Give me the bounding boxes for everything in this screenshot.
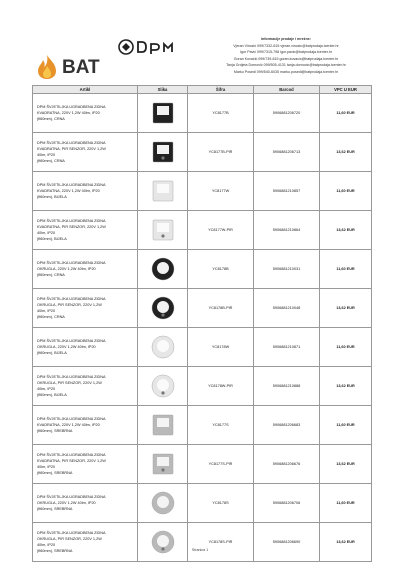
contact-line: Igor Pavić 099/7315-798 igor.pavic@batprodaja.tcenter.hr	[240, 50, 332, 55]
table-row	[33, 484, 372, 523]
cell-barcode: 5906881210864	[254, 211, 320, 250]
cell-price: 13,62 EUR	[320, 211, 372, 250]
cell-sifra: YC8177B-PIR	[188, 133, 254, 172]
header-artikl: Artikl	[33, 86, 138, 94]
table-row	[33, 172, 372, 211]
cell-price: 13,62 EUR	[320, 445, 372, 484]
cell-artikl	[33, 133, 138, 172]
artikl-line: OKRUGLA, 220V 1,2W 40lm, IP20	[37, 267, 96, 271]
artikl-line: (fi60mm), CRNA	[37, 117, 65, 121]
cell-slika	[138, 523, 188, 562]
product-thumbnail-icon	[149, 372, 177, 400]
artikl-line: KVADRATNA, PIR SENZOR, 220V 1,2W	[37, 225, 106, 229]
bat-flame-icon	[34, 54, 60, 80]
artikl-line: (fi60mm), CRNA	[37, 159, 65, 163]
artikl-line: (fi60mm), BIJELA	[37, 237, 67, 241]
header-slika: Slika	[138, 86, 188, 94]
cell-artikl	[33, 289, 138, 328]
cell-artikl	[33, 445, 138, 484]
artikl-line: OKRUGLA, PIR SENZOR, 220V 1,2W	[37, 381, 102, 385]
artikl-line: DPM ŠVJETILJKA UGRADBENA ZIDNA	[37, 375, 106, 379]
table-row	[33, 523, 372, 562]
cell-price: 11,60 EUR	[320, 406, 372, 445]
cell-slika	[138, 289, 188, 328]
table-row	[33, 406, 372, 445]
cell-sifra: YC8178B	[188, 250, 254, 289]
artikl-line: DPM ŠVJETILJKA UGRADBENA ZIDNA	[37, 339, 106, 343]
artikl-line: (fi60mm), SREBRNA	[37, 471, 73, 475]
artikl-line: (fi60mm), SREBRNA	[37, 507, 73, 511]
contact-line: Marko Posedi 099/540-6035 marko.posedi@batprodaja.tcenter.hr	[233, 69, 339, 74]
artikl-line: OKRUGLA, 220V 1,2W 40lm, IP20	[37, 345, 96, 349]
cell-price: 11,60 EUR	[320, 484, 372, 523]
cell-price: 11,60 EUR	[320, 172, 372, 211]
artikl-line: (fi60mm), CRNA	[37, 273, 65, 277]
cell-artikl	[33, 211, 138, 250]
artikl-line: DPM ŠVJETILJKA UGRADBENA ZIDNA	[37, 453, 106, 457]
header-price: VPC U EUR	[320, 86, 372, 94]
artikl-line: DPM ŠVJETILJKA UGRADBENA ZIDNA	[37, 297, 106, 301]
artikl-line: OKRUGLA, PIR SENZOR, 220V 1,2W	[37, 303, 102, 307]
cell-sifra: YC8178W	[188, 328, 254, 367]
cell-barcode: 5906881206676	[254, 445, 320, 484]
dpm-logo	[118, 38, 190, 56]
product-thumbnail-icon	[149, 99, 177, 127]
table-row	[33, 250, 372, 289]
cell-price: 13,62 EUR	[320, 133, 372, 172]
cell-slika	[138, 250, 188, 289]
artikl-line: (fi60mm), SREBRNA	[37, 549, 73, 553]
artikl-line: OKRUGLA, PIR SENZOR, 220V 1,2W	[37, 537, 102, 541]
bat-logo-text: BAT	[62, 57, 100, 78]
product-thumbnail-icon	[149, 489, 177, 517]
cell-sifra: YC8177B	[188, 94, 254, 133]
contacts-title: Informacije prodaje i mrežne:	[261, 37, 311, 41]
artikl-line: 40lm, IP20	[37, 387, 56, 391]
cell-artikl	[33, 523, 138, 562]
cell-barcode: 5906881210871	[254, 328, 320, 367]
artikl-line: (fi60mm), BIJELA	[37, 351, 67, 355]
product-thumbnail-icon	[149, 411, 177, 439]
product-thumbnail-icon	[149, 216, 177, 244]
cell-barcode: 5906881206720	[254, 94, 320, 133]
table-row	[33, 445, 372, 484]
artikl-line: KVADRATNA, 220V 1,2W 40lm, IP20	[37, 423, 100, 427]
cell-barcode: 5906881206690	[254, 523, 320, 562]
cell-barcode: 5906881210048	[254, 289, 320, 328]
cell-sifra: YC8178S	[188, 484, 254, 523]
product-thumbnail-icon	[149, 138, 177, 166]
table-row	[33, 94, 372, 133]
cell-sifra: YC8177S-PIR	[188, 445, 254, 484]
artikl-line: OKRUGLA, 220V 1,2W 40lm, IP20	[37, 501, 96, 505]
cell-artikl	[33, 484, 138, 523]
cell-artikl	[33, 328, 138, 367]
artikl-line: DPM ŠVJETILJKA UGRADBENA ZIDNA	[37, 183, 106, 187]
bat-logo	[34, 54, 104, 80]
cell-slika	[138, 445, 188, 484]
sales-contacts	[196, 36, 376, 76]
cell-barcode: 5906881206713	[254, 133, 320, 172]
table-row	[33, 367, 372, 406]
cell-barcode: 5906881210031	[254, 250, 320, 289]
table-body	[33, 94, 372, 562]
artikl-line: (fi60mm), SREBRNA	[37, 429, 73, 433]
artikl-line: KVADRATNA, PIR SENZOR, 220V 1,2W	[37, 459, 106, 463]
contact-line: Goran Kovačić 099/739-615 goran.kovacic@batprodaja.tcenter.hr	[233, 56, 339, 61]
product-thumbnail-icon	[149, 333, 177, 361]
cell-barcode: 5906881206683	[254, 406, 320, 445]
artikl-line: KVADRATNA, 220V 1,2W 40lm, IP20	[37, 111, 100, 115]
artikl-line: 40lm, IP20	[37, 465, 56, 469]
artikl-line: DPM ŠVJETILJKA UGRADBENA ZIDNA	[37, 261, 106, 265]
artikl-line: DPM ŠVJETILJKA UGRADBENA ZIDNA	[37, 141, 106, 145]
product-thumbnail-icon	[149, 177, 177, 205]
cell-barcode: 5906881210888	[254, 367, 320, 406]
table-header-row	[33, 86, 372, 94]
cell-price: 11,60 EUR	[320, 328, 372, 367]
cell-artikl	[33, 172, 138, 211]
cell-slika	[138, 94, 188, 133]
cell-barcode: 5906881210857	[254, 172, 320, 211]
product-table	[32, 85, 372, 562]
cell-price: 11,60 EUR	[320, 94, 372, 133]
artikl-line: 40lm, IP20	[37, 153, 56, 157]
cell-artikl	[33, 250, 138, 289]
cell-slika	[138, 172, 188, 211]
artikl-line: DPM ŠVJETILJKA UGRADBENA ZIDNA	[37, 531, 106, 535]
product-thumbnail-icon	[149, 450, 177, 478]
contact-line: Vjeran Vinozić 099/7332-615 vjeran.vinozic@batprodaja.tcenter.hr	[233, 43, 339, 48]
artikl-line: DPM ŠVJETILJKA UGRADBENA ZIDNA	[37, 417, 106, 421]
cell-slika	[138, 484, 188, 523]
table-row	[33, 289, 372, 328]
artikl-line: (fi60mm), BIJELA	[37, 195, 67, 199]
table-row	[33, 133, 372, 172]
cell-price: 13,62 EUR	[320, 367, 372, 406]
cell-slika	[138, 367, 188, 406]
cell-artikl	[33, 367, 138, 406]
table-row	[33, 328, 372, 367]
product-thumbnail-icon	[149, 294, 177, 322]
header-barcod: Barcod	[254, 86, 320, 94]
table-row	[33, 211, 372, 250]
artikl-line: (fi60mm), BIJELA	[37, 393, 67, 397]
cell-slika	[138, 328, 188, 367]
header-sifra: Šifra	[188, 86, 254, 94]
cell-price: 13,62 EUR	[320, 523, 372, 562]
artikl-line: 40lm, IP20	[37, 231, 56, 235]
cell-slika	[138, 406, 188, 445]
artikl-line: 40lm, IP20	[37, 309, 56, 313]
cell-artikl	[33, 406, 138, 445]
cell-sifra: YC8177W-PIR	[188, 211, 254, 250]
artikl-line: KVADRATNA, 220V 1,2W 40lm, IP20	[37, 189, 100, 193]
artikl-line: DPM ŠVJETILJKA UGRADBENA ZIDNA	[37, 219, 106, 223]
cell-sifra: YC8177W	[188, 172, 254, 211]
cell-sifra: YC8177S	[188, 406, 254, 445]
cell-price: 11,60 EUR	[320, 250, 372, 289]
cell-artikl	[33, 94, 138, 133]
artikl-line: (fi60mm), CRNA	[37, 315, 65, 319]
artikl-line: 40lm, IP20	[37, 543, 56, 547]
artikl-line: DPM ŠVJETILJKA UGRADBENA ZIDNA	[37, 105, 106, 109]
product-thumbnail-icon	[149, 255, 177, 283]
page-number: Stranica 1	[191, 548, 209, 552]
cell-sifra: YC8178W-PIR	[188, 367, 254, 406]
artikl-line: DPM ŠVJETILJKA UGRADBENA ZIDNA	[37, 495, 106, 499]
cell-barcode: 5906881206706	[254, 484, 320, 523]
cell-price: 13,62 EUR	[320, 289, 372, 328]
artikl-line: KVADRATNA, PIR SENZOR, 220V 1,2W	[37, 147, 106, 151]
cell-sifra: YC8178S-PIR	[188, 523, 254, 562]
cell-sifra: YC8178B-PIR	[188, 289, 254, 328]
cell-slika	[138, 211, 188, 250]
contact-line: Tanja Grdjeta Dornović 099/505-4131 tanja.dornovic@batprodaja.tcenter.hr	[226, 63, 346, 68]
page-header	[0, 0, 400, 84]
cell-slika	[138, 133, 188, 172]
